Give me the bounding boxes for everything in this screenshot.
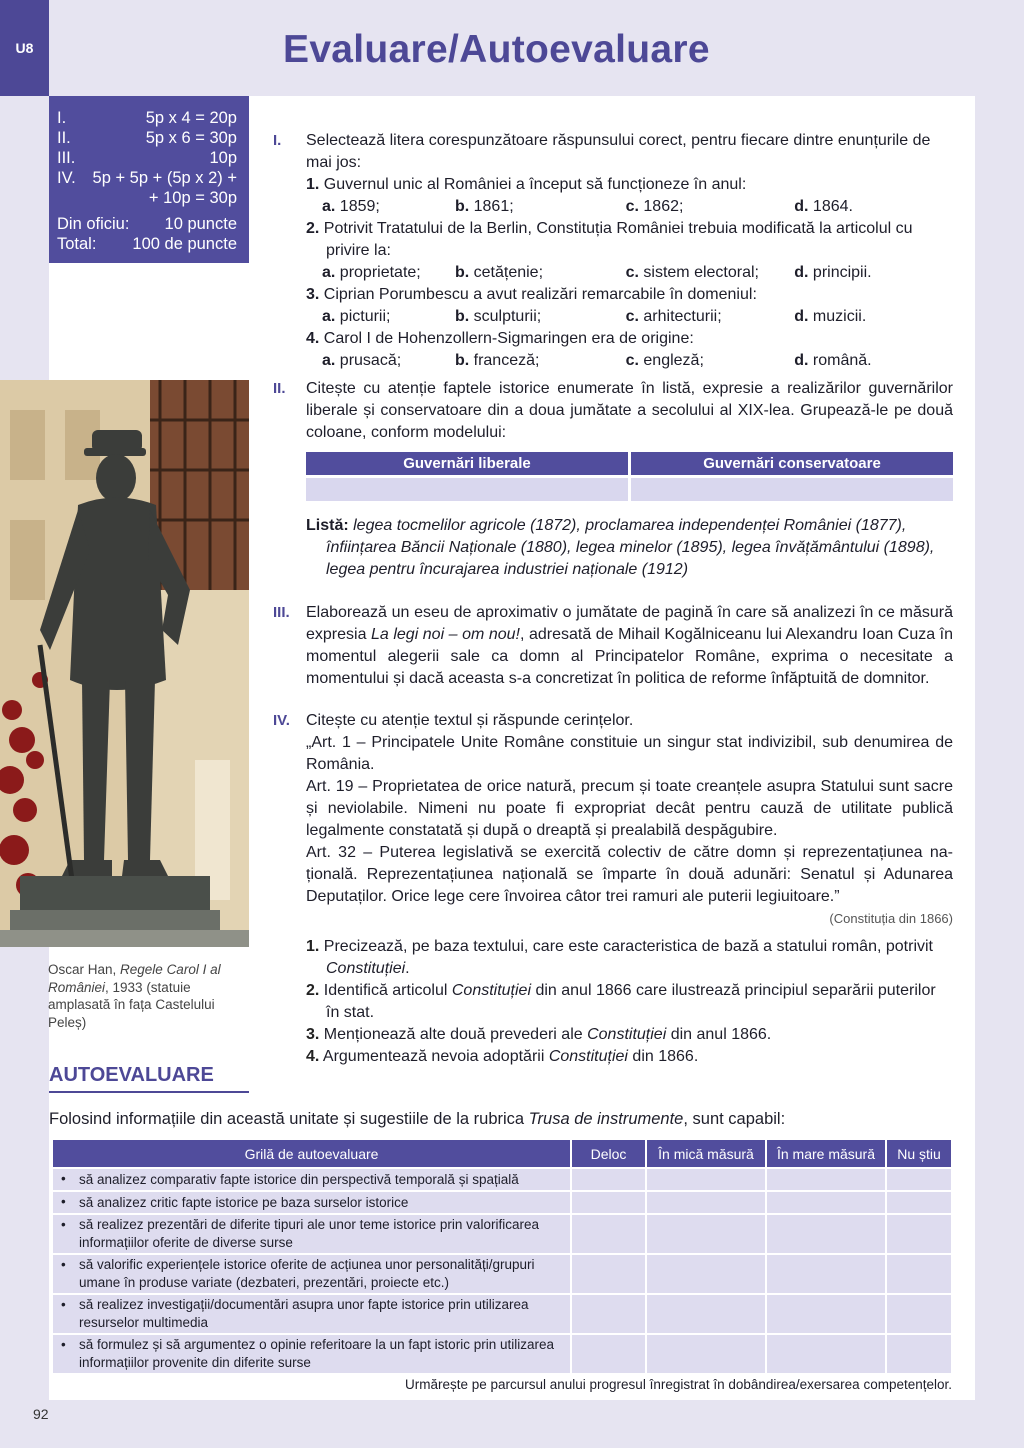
rating-cell[interactable] xyxy=(887,1335,951,1373)
rating-cell[interactable] xyxy=(887,1295,951,1333)
grid-header-row xyxy=(53,1140,951,1167)
section-2 xyxy=(273,378,953,581)
question-3-options: a. picturii; b. sculpturii; c. arhitecturii; d. muzicii. xyxy=(322,308,867,325)
grid-header: Grilă de autoevaluare xyxy=(53,1140,570,1167)
article-1: „Art. 1 – Principatele Unite Române constituie un singur stat indivizibil, sub denumirea de România. xyxy=(306,734,953,773)
rating-cell[interactable] xyxy=(887,1255,951,1293)
rating-cell[interactable] xyxy=(767,1169,885,1190)
section-4 xyxy=(273,710,953,1068)
section-instruction: Citește cu atenție textul și răspunde cerințelor. xyxy=(306,712,634,729)
col-liberal-header: Guvernări liberale xyxy=(306,452,628,475)
question-1-options: a. 1859; b. 1861; c. 1862; d. 1864. xyxy=(322,198,853,215)
score-row-5: + 10p = 30p xyxy=(148,189,237,207)
government-table xyxy=(306,452,953,501)
grid-row xyxy=(53,1192,951,1213)
main-content xyxy=(273,130,953,1068)
grid-header: În mare măsură xyxy=(767,1140,885,1167)
col-conservative-cell[interactable] xyxy=(631,478,953,501)
score-total: Total: 100 de puncte xyxy=(57,235,237,253)
competency-label: • să analizez comparativ fapte istorice din perspectivă temporală și spațială xyxy=(53,1169,570,1190)
unit-tab: U8 xyxy=(0,0,49,96)
photo-caption: Oscar Han, Regele Carol I al României, 1933 (statuie amplasată în fața Castelului Peleș) xyxy=(48,962,221,1030)
section-instruction: Citește cu atenție faptele istorice enumerate în listă, expresie a realizărilor guvernărilor liberale și conservatoare din a doua jumătate a secolului al XIX-lea. Grupează-le pe două coloane, conform modelului: xyxy=(306,380,953,441)
rating-cell[interactable] xyxy=(572,1295,645,1333)
rating-cell[interactable] xyxy=(572,1192,645,1213)
col-liberal-cell[interactable] xyxy=(306,478,628,501)
rating-cell[interactable] xyxy=(767,1255,885,1293)
question-2: 2. Potrivit Tratatului de la Berlin, Constituția României trebuia modificată la articolul cu privire la: xyxy=(306,220,913,259)
rating-cell[interactable] xyxy=(887,1192,951,1213)
rating-cell[interactable] xyxy=(647,1192,765,1213)
rating-cell[interactable] xyxy=(887,1215,951,1253)
article-19: Art. 19 – Proprietatea de orice natură, precum și toate creanțele asupra Statului sunt sacre și neviolabile. Nimeni nu poate fi expropriat decât pentru cauză de utilitate publică legalmente constatată și după o dreaptă și prealabilă despăgubire. xyxy=(306,778,953,839)
score-row-4: IV. 5p + 5p + (5p x 2) + xyxy=(57,169,237,187)
rating-cell[interactable] xyxy=(647,1215,765,1253)
rating-cell[interactable] xyxy=(647,1335,765,1373)
autoevaluare-intro: Folosind informațiile din această unitate și sugestiile de la rubrica Trusa de instrumente, sunt capabil: xyxy=(49,1110,786,1128)
rating-cell[interactable] xyxy=(647,1255,765,1293)
source-citation: (Constituția din 1866) xyxy=(829,911,953,926)
grid-header: Nu știu xyxy=(887,1140,951,1167)
question-1: 1. Guvernul unic al României a început să funcționeze în anul: xyxy=(306,176,747,193)
grid-row xyxy=(53,1169,951,1190)
section-number: II. xyxy=(273,380,286,397)
section-1 xyxy=(273,130,953,372)
col-conservative-header: Guvernări conservatoare xyxy=(631,452,953,475)
grid-header: În mică măsură xyxy=(647,1140,765,1167)
rating-cell[interactable] xyxy=(572,1169,645,1190)
rating-cell[interactable] xyxy=(572,1215,645,1253)
competency-label: • să analizez critic fapte istorice pe baza surselor istorice xyxy=(53,1192,570,1213)
statue-photo xyxy=(0,380,249,947)
autoevaluare-heading: AUTOEVALUARE xyxy=(49,1064,249,1093)
grid-row xyxy=(53,1335,951,1373)
score-row-1: I. 5p x 4 = 20p xyxy=(57,109,237,127)
competency-label: • să realizez prezentări de diferite tipuri ale unor teme istorice prin valorificarea informațiilor oferite de diverse surse xyxy=(53,1215,570,1253)
grid-row xyxy=(53,1295,951,1333)
task-2: 2. Identifică articolul Constituției din anul 1866 care ilustrează principiul separării puterilor în stat. xyxy=(306,982,936,1021)
rating-cell[interactable] xyxy=(647,1169,765,1190)
competency-label: • să valorific experiențele istorice oferite de acțiunea unor personalități/grupuri umane în produse variate (dezbateri, prezentări, proiecte etc.) xyxy=(53,1255,570,1293)
section-number: III. xyxy=(273,604,290,621)
competency-label: • să formulez și să argumentez o opinie referitoare la un fapt istoric prin utilizarea informațiilor provenite din diferite surse xyxy=(53,1335,570,1373)
grid-row xyxy=(53,1215,951,1253)
question-4: 4. Carol I de Hohenzollern-Sigmaringen era de origine: xyxy=(306,330,694,347)
question-3: 3. Ciprian Porumbescu a avut realizări remarcabile în domeniul: xyxy=(306,286,757,303)
rating-cell[interactable] xyxy=(767,1215,885,1253)
task-1: 1. Precizează, pe baza textului, care este caracteristica de bază a statului român, potrivit Constituției. xyxy=(306,938,933,977)
score-row-3: III. 10p xyxy=(57,149,237,167)
article-32: Art. 32 – Puterea legislativă se exercită colectiv de către domn și reprezentațiunea națională. Reprezentațiunea națională se împarte în două adunări: Senatul și Adunarea Deputaților. Orice lege cere învoirea câtor trei ramuri ale puterii legiuitoare.” xyxy=(306,844,953,905)
task-4: 4. Argumentează nevoia adoptării Constituției din 1866. xyxy=(306,1048,699,1065)
rating-cell[interactable] xyxy=(767,1295,885,1333)
section-number: IV. xyxy=(273,712,290,729)
question-2-options: a. proprietate; b. cetățenie; c. sistem electoral; d. principii. xyxy=(322,264,872,281)
scoring-box xyxy=(49,96,249,263)
rating-cell[interactable] xyxy=(767,1192,885,1213)
score-row-2: II. 5p x 6 = 30p xyxy=(57,129,237,147)
rating-cell[interactable] xyxy=(647,1295,765,1333)
competency-label: • să realizez investigații/documentări asupra unor fapte istorice prin utilizarea resurselor multimedia xyxy=(53,1295,570,1333)
rating-cell[interactable] xyxy=(887,1169,951,1190)
section-number: I. xyxy=(273,132,282,149)
grid-header: Deloc xyxy=(572,1140,645,1167)
page-title: Evaluare/Autoevaluare xyxy=(283,28,710,71)
rating-cell[interactable] xyxy=(767,1335,885,1373)
rating-cell[interactable] xyxy=(572,1255,645,1293)
self-evaluation-grid xyxy=(51,1138,953,1375)
question-4-options: a. prusacă; b. franceză; c. engleză; d. română. xyxy=(322,352,872,369)
section-instruction: Selectează litera corespunzătoare răspunsului corect, pentru fiecare dintre enunțurile de mai jos: xyxy=(306,132,931,171)
task-3: 3. Menționează alte două prevederi ale Constituției din anul 1866. xyxy=(306,1026,772,1043)
facts-list: Listă: legea tocmelilor agricole (1872), proclamarea independenței României (1877), înființarea Băncii Naționale (1880), legea minelor (1895), legea învățământului (1898), legea pentru încurajarea industriei naționale (1912) xyxy=(306,517,935,578)
score-oficiu: Din oficiu: 10 puncte xyxy=(57,215,237,233)
grid-footer-note: Urmărește pe parcursul anului progresul înregistrat în dobândirea/exersarea competențelor. xyxy=(404,1377,952,1392)
grid-row xyxy=(53,1255,951,1293)
section-3: III. Elaborează un eseu de aproximativ o jumătate de pagină în care să analizezi în ce măsură expresia La legi noi – om nou!, adresată de Mihail Kogălniceanu lui Alexandru Ioan Cuza în momentul alegerii sale ca domn al Principatelor Române, exprima o necesitate a momentului și dacă aceasta s-a concretizat în politica de reforme înfăptuită de domnitor. xyxy=(273,604,954,687)
page-number: 92 xyxy=(33,1406,49,1422)
rating-cell[interactable] xyxy=(572,1335,645,1373)
